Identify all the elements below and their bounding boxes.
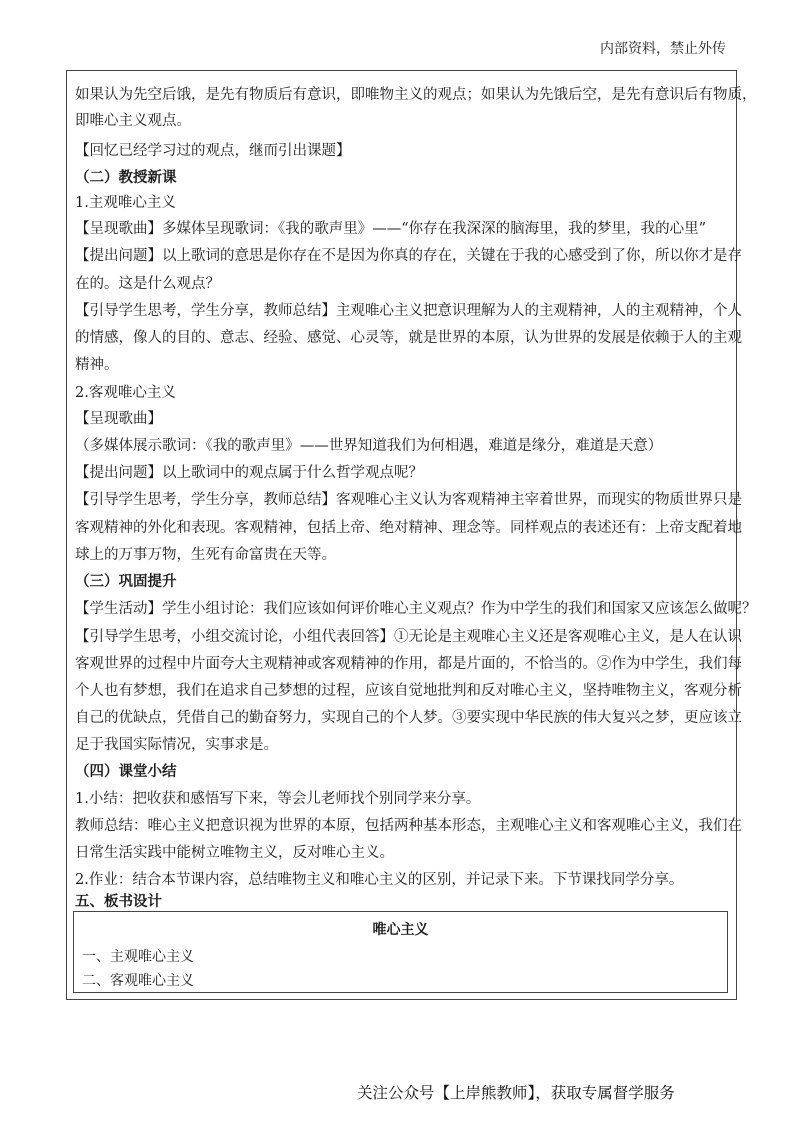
text-line: 【呈现歌曲】多媒体呈现歌词：《我的歌声里》——“你存在我深深的脑海里，我的梦里，我的心里”	[75, 221, 707, 237]
text-line: 客观精神的外化和表现。客观精神，包括上帝、绝对精神、理念等。同样观点的表述还有：上帝支配着地	[75, 520, 742, 536]
footer-promo: 关注公众号【上岸熊教师】，获取专属督学服务	[357, 1084, 675, 1102]
section-heading: （三）巩固提升	[75, 573, 177, 590]
text-line: 的情感，像人的目的、意志、经验、感觉、心灵等，就是世界的本原，认为世界的发展是依赖于人的主观	[75, 330, 742, 346]
text-line: 精神。	[75, 357, 119, 373]
text-line: 个人也有梦想，我们在追求自己梦想的过程，应该自觉地批判和反对唯心主义，坚持唯物主义，客观分析	[75, 683, 742, 699]
text-line: 【学生活动】学生小组讨论：我们应该如何评价唯心主义观点？作为中学生的我们和国家又应该怎么做呢？	[75, 601, 757, 617]
text-line: 2.客观唯心主义	[75, 385, 176, 401]
text-line: 【提出问题】以上歌词中的观点属于什么哲学观点呢？	[75, 465, 423, 481]
text-line: 客观世界的过程中片面夸大主观精神或客观精神的作用，都是片面的，不恰当的。②作为中学生，我们每	[75, 656, 742, 672]
text-line: 1.主观唯心主义	[75, 195, 176, 211]
text-line: 在的。这是什么观点？	[75, 276, 220, 292]
board-item: 二、客观唯心主义	[82, 973, 194, 989]
text-line: 球上的万事万物，生死有命富贵在天等。	[75, 547, 336, 563]
text-line: 【引导学生思考，小组交流讨论，小组代表回答】①无论是主观唯心主义还是客观唯心主义，是人在认识	[75, 629, 742, 645]
text-line: 日常生活实践中能树立唯物主义，反对唯心主义。	[75, 845, 394, 861]
text-line: 教师总结：唯心主义把意识视为世界的本原，包括两种基本形态，主观唯心主义和客观唯心主义，我们在	[75, 818, 742, 834]
text-line: 自己的优缺点，凭借自己的勤奋努力，实现自己的个人梦。③要实现中华民族的伟大复兴之梦，更应该立	[75, 710, 742, 726]
text-line: 【引导学生思考，学生分享，教师总结】主观唯心主义把意识理解为人的主观精神，人的主观精神，个人	[75, 303, 742, 319]
section-heading: （四）课堂小结	[75, 763, 177, 780]
text-line: 1.小结：把收获和感悟写下来，等会儿老师找个别同学来分享。	[75, 791, 481, 807]
confidential-note: 内部资料，禁止外传	[600, 41, 726, 57]
text-line: 【提出问题】以上歌词的意思是你存在不是因为你真的存在，关键在于我的心感受到了你，所以你才是存	[75, 248, 742, 264]
text-line: （多媒体展示歌词：《我的歌声里》——世界知道我们为何相遇，难道是缘分，难道是天意）	[75, 438, 663, 454]
text-line: 足于我国实际情况，实事求是。	[75, 737, 278, 753]
board-title: 唯心主义	[372, 922, 429, 938]
text-line: 【引导学生思考，学生分享，教师总结】客观唯心主义认为客观精神主宰着世界，而现实的物质世界只是	[75, 492, 742, 508]
text-line: 【回忆已经学习过的观点，继而引出课题】	[75, 143, 351, 159]
section-heading: （二）教授新课	[75, 169, 177, 186]
text-line: 2.作业：结合本节课内容，总结唯物主义和唯心主义的区别，并记录下来。下节课找同学分享。	[75, 872, 684, 888]
section-heading: 五、板书设计	[75, 893, 162, 910]
text-line: 如果认为先空后饿，是先有物质后有意识，即唯物主义的观点；如果认为先饿后空，是先有意识后有物质，	[75, 87, 757, 103]
text-line: 即唯心主义观点。	[75, 113, 191, 129]
blackboard-design-box	[73, 911, 728, 993]
text-line: 【呈现歌曲】	[75, 411, 162, 427]
lesson-content-box	[66, 70, 757, 1000]
board-item: 一、主观唯心主义	[82, 949, 194, 965]
